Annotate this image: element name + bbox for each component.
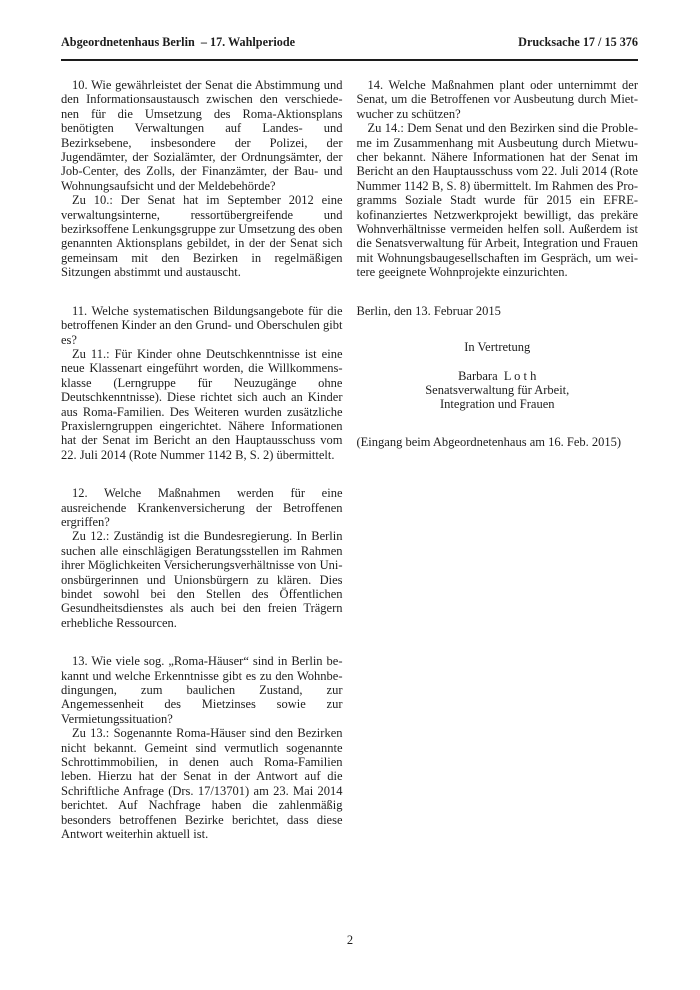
signature-role: In Vertretung [464, 340, 531, 355]
page-footer [0, 933, 700, 947]
answer-11: Zu 11.: Für Kinder ohne Deutschkenntnisse ist eine neue Klassenart eingeführt worden, die Willkommensklasse (Lerngruppe für Neuzugänge ohne Deutschkenntnisse). Diese richtet sich auch an Kinder aus Roma-Familien. Des Weiteren wurden zusätzliche Praxislerngruppen eingerichtet. Nähere Informationen hat der Senat im Bericht an den Hauptausschuss vom 22. Juli 2014 (Rote Nummer 1142 B, S. 2) übermittelt. [61, 346, 343, 462]
date-line: Berlin, den 13. Februar 2015 [356, 303, 501, 318]
header-left-title: Abgeordnetenhaus Berlin – 17. Wahlperiode [61, 35, 296, 49]
qa-group-12 [61, 486, 343, 630]
page-header [61, 35, 638, 49]
answer-13: Zu 13.: Sogenannte Roma-Häuser sind den Bezirken nicht bekannt. Gemeint sind vermutlich sogenannte Schrottimmobilien, in denen auch Roma-Familien leben. Hierzu hat der Senat in der Antwort auf die Schriftliche Anfrage (Drs. 17/13701) am 23. Mai 2014 berichtet. Auf Nachfrage haben die zahlenmäßig besonders betroffenen Bezirke berichtet, dass diese Antwort weiterhin aktuell ist. [61, 726, 343, 842]
signature-name: Barbara L o t h [458, 368, 537, 383]
signature-org-line1: Senatsverwaltung für Arbeit, [425, 382, 570, 397]
qa-group-13 [61, 654, 343, 841]
question-13: 13. Wie viele sog. „Roma-Häuser“ sind in Berlin bekannt und welche Erkenntnisse gibt es zu den Wohnbedingungen, zum baulichen Zustand, zur Angemessenheit des Mietzinses sowie zur Vermietungssituation? [61, 654, 343, 726]
right-column [357, 78, 639, 866]
header-rule [61, 59, 638, 61]
question-11: 11. Welche systematischen Bildungsangebote für die betroffenen Kinder an den Grund- und Oberschulen gibt es? [61, 303, 343, 347]
answer-10: Zu 10.: Der Senat hat im September 2012 eine verwaltungsinterne, ressortübergreifende und bezirksoffene Lenkungsgruppe zur Umsetzung des oben genannten Aktionsplans gebildet, in der der Senat sich gemeinsam mit den Bezirken in regelmäßigen Sitzungen abstimmt und austauscht. [61, 193, 343, 280]
signature-org-line2: Integration und Frauen [439, 397, 555, 412]
answer-12: Zu 12.: Zuständig ist die Bundesregierung. In Berlin suchen alle einschlägigen Beratungsstellen im Rahmen ihrer Möglichkeiten Versicherungsverhältnisse von Unionsbürgerinnen und Unionsbürgern zu klären. Dies bindet sowohl bei den Stellen des Öffentlichen Gesundheitsdienstes als auch bei den freien Trägern erhebliche Ressourcen. [61, 529, 343, 630]
header-right-docnumber: Drucksache 17 / 15 376 [518, 35, 638, 49]
question-10: 10. Wie gewährleistet der Senat die Abstimmung und den Informationsaustausch zwischen den verschiede-nen für die Umsetzung des Roma-Aktionsplans benötigten Verwaltungen auf Landes- und Bezirksebene, insbesondere der Polizei, der Jugendämter, der Sozialämter, der Ordnungsämter, der Job-Center, des Zolls, der Finanzämter, der Bau- und Wohnungsaufsicht und der Meldebehörde? [61, 78, 343, 193]
qa-group-14 [357, 78, 639, 280]
receipt-note: (Eingang beim Abgeordnetenhaus am 16. Feb. 2015) [356, 434, 622, 449]
question-14: 14. Welche Maßnahmen plant oder unternimmt der Senat, um die Betroffenen vor Ausbeutung durch Mietwucher zu schützen? [356, 78, 638, 121]
signature-block [357, 369, 639, 412]
page-number: 2 [346, 933, 354, 947]
document-body [61, 78, 638, 866]
qa-group-11 [61, 304, 343, 462]
answer-14: Zu 14.: Dem Senat und den Bezirken sind die Probleme im Zusammenhang mit Ausbeutung durch Mietwucher bekannt. Nähere Informationen hat der Senat im Bericht an den Hauptausschuss vom 22. Juli 2014 (Rote Nummer 1142 B, S. 8) übermittelt. Im Rahmen des Programms Soziale Stadt wurde für 2015 ein EFRE-kofinanziertes Netzwerkprojekt bewilligt, das prekäre Wohnverhältnisse vermeiden helfen soll. Außerdem ist die Senatsverwaltung für Arbeit, Integration und Frauen mit Wohnungsbaugesellschaften im Gespräch, um weitere geeignete Wohnprojekte einzurichten. [356, 121, 638, 280]
question-12: 12. Welche Maßnahmen werden für eine ausreichende Krankenversicherung der Betroffenen ergriffen? [61, 486, 343, 529]
qa-group-10 [61, 78, 343, 280]
left-column [61, 78, 343, 866]
